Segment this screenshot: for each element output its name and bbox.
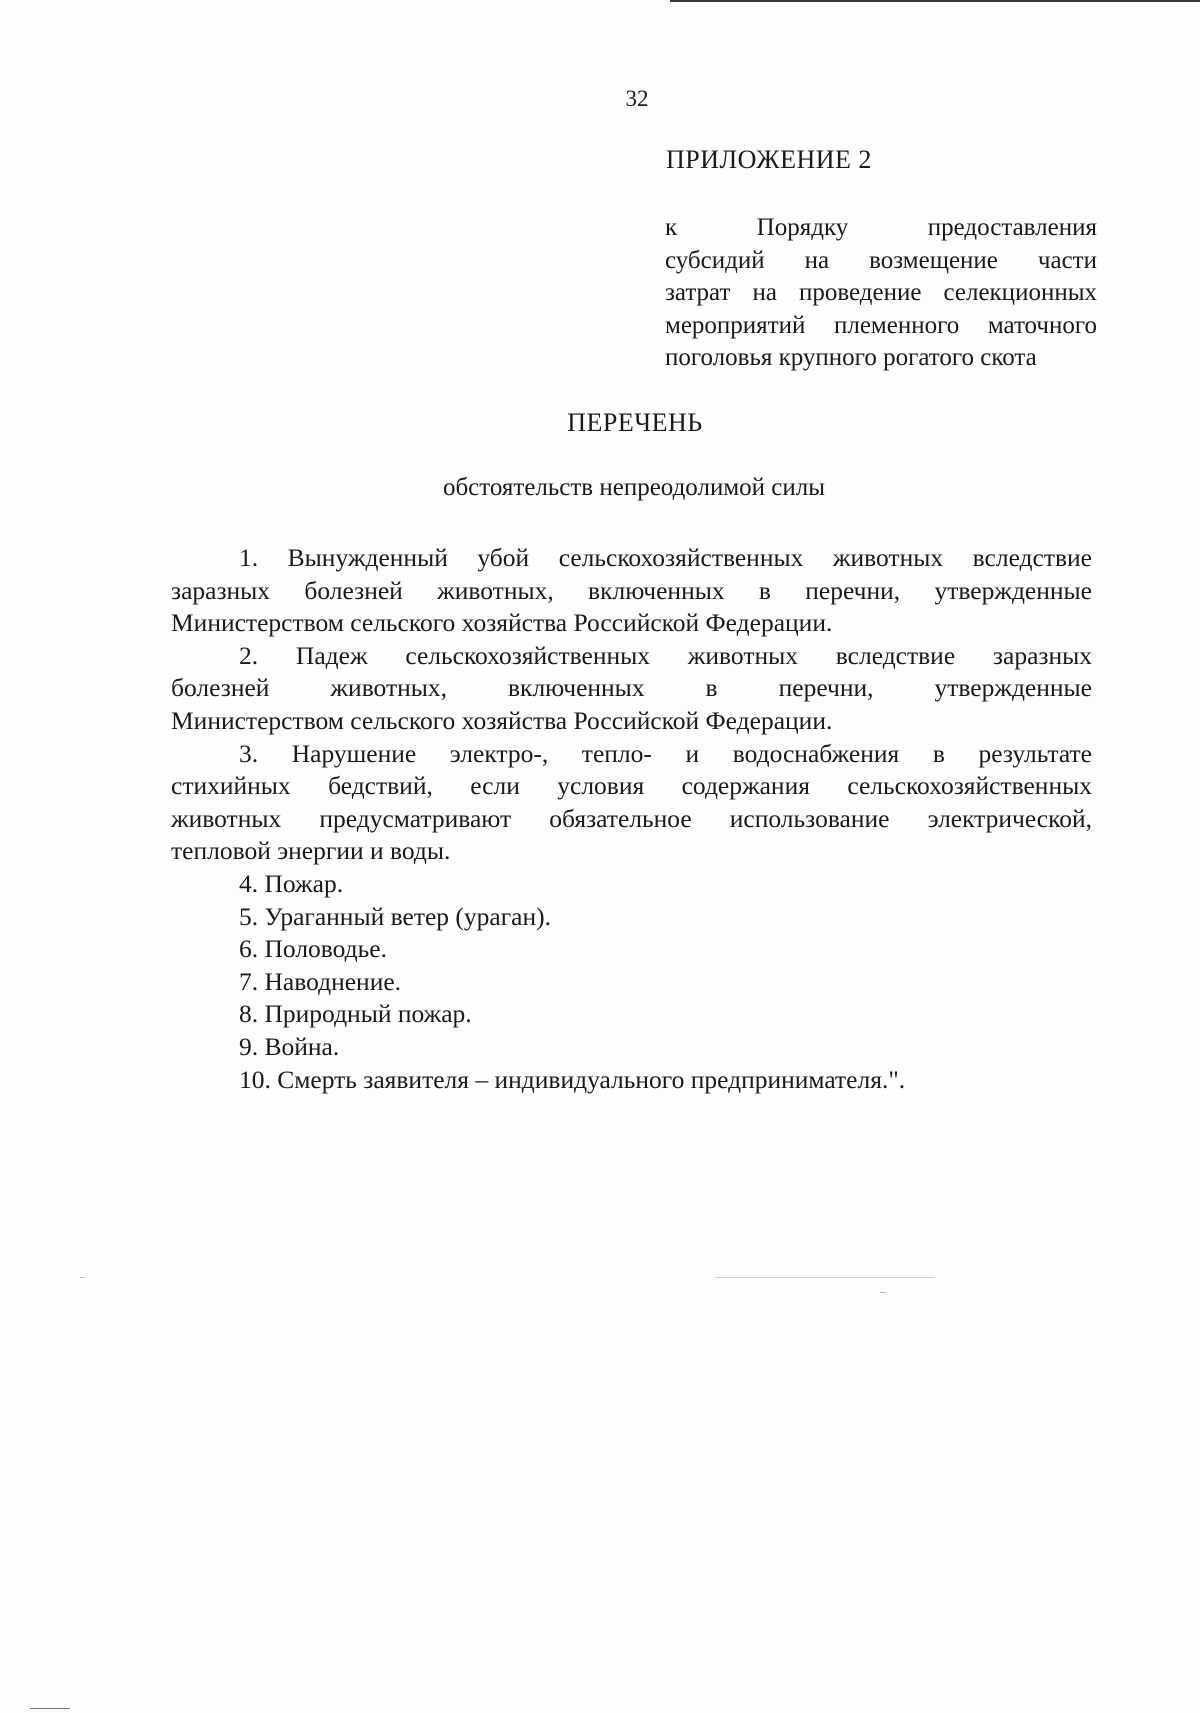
list-item [171,640,1092,738]
scan-artifact [880,1292,886,1293]
list-item [171,738,1092,868]
list-item-line: 3. Нарушение электро-, тепло- и водоснабжения в результате [239,738,1092,768]
list-item-line: животных предусматривают обязательное использование электрической, [171,803,1092,833]
list-item: 9. Война. [239,1031,340,1061]
list-item: 4. Пожар. [239,868,344,898]
appendix-reference-line: субсидий на возмещение части [665,246,1097,274]
scan-artifact [715,1277,935,1278]
scan-artifact [80,1277,84,1278]
list-item-line: заразных болезней животных, включенных в перечни, утвержденные [171,575,1092,605]
list-item: 7. Наводнение. [239,966,402,996]
appendix-reference-line: поголовья крупного рогатого скота [665,344,1037,371]
appendix-reference-line: затрат на проведение селекционных [665,279,1097,306]
list-item: 8. Природный пожар. [239,999,472,1029]
appendix-reference-line: к Порядку предоставления [665,214,1097,241]
list-item-line: болезней животных, включенных в перечни, утвержденные [171,673,1092,703]
list-item: 5. Ураганный ветер (ураган). [239,901,552,931]
circumstances-list [171,542,1092,1096]
list-item-line: Министерством сельского хозяйства Российской Федерации. [171,705,833,735]
list-item-line: 2. Падеж сельскохозяйственных животных вследствие заразных [239,640,1092,670]
document-subtitle: обстоятельств непреодолимой силы [442,474,826,501]
list-item-line: Министерством сельского хозяйства Российской Федерации. [171,608,833,638]
scan-top-edge [670,0,1200,2]
scan-artifact [30,1708,70,1709]
list-item [171,542,1092,640]
list-item: 6. Половодье. [239,934,387,964]
page-number: 32 [625,86,649,111]
list-item: 10. Смерть заявителя – индивидуального предпринимателя.". [239,1064,906,1094]
appendix-title: ПРИЛОЖЕНИЕ 2 [666,145,872,174]
document-title: ПЕРЕЧЕНЬ [567,408,703,437]
list-item-line: стихийных бедствий, если условия содержания сельскохозяйственных [171,771,1092,801]
list-item-line: 1. Вынужденный убой сельскохозяйственных животных вследствие [239,543,1092,572]
appendix-reference [665,212,1097,375]
appendix-reference-line: мероприятий племенного маточного [665,311,1097,339]
list-item-line: тепловой энергии и воды. [171,836,451,866]
